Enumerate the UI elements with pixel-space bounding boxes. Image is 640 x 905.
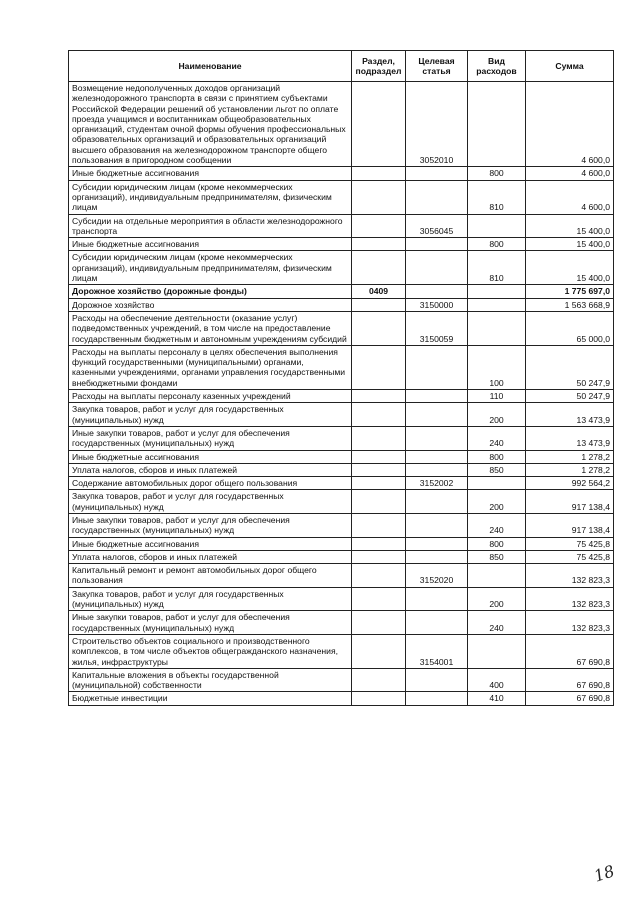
cell-sum: 67 690,8	[526, 668, 614, 692]
cell-name: Расходы на обеспечение деятельности (оказание услуг) подведомственных учреждений, в том числе на предоставление государственным бюджетным и автономным учреждениям субсидий	[69, 311, 352, 345]
cell-target: 3152020	[406, 564, 468, 588]
cell-name: Закупка товаров, работ и услуг для государственных (муниципальных) нужд	[69, 403, 352, 427]
page-number: 18	[591, 861, 617, 886]
cell-name: Расходы на выплаты персоналу в целях обеспечения выполнения функций государственными (муниципальными) органами, казенными учреждениями, органами управления государственными внебюджетными фондами	[69, 345, 352, 389]
cell-target: 3052010	[406, 82, 468, 167]
cell-section	[352, 477, 406, 490]
header-target: Целевая статья	[406, 51, 468, 82]
cell-name: Иные бюджетные ассигнования	[69, 238, 352, 251]
cell-name: Закупка товаров, работ и услуг для государственных (муниципальных) нужд	[69, 490, 352, 514]
cell-section	[352, 668, 406, 692]
cell-type: 240	[468, 611, 526, 635]
table-row	[69, 214, 614, 238]
cell-type: 800	[468, 167, 526, 180]
cell-section	[352, 513, 406, 537]
cell-sum: 4 600,0	[526, 82, 614, 167]
cell-target: 3150000	[406, 298, 468, 311]
cell-type	[468, 298, 526, 311]
table-row	[69, 634, 614, 668]
table-row	[69, 180, 614, 214]
cell-section	[352, 214, 406, 238]
cell-section	[352, 450, 406, 463]
cell-sum: 15 400,0	[526, 214, 614, 238]
cell-name: Закупка товаров, работ и услуг для государственных (муниципальных) нужд	[69, 587, 352, 611]
cell-target	[406, 490, 468, 514]
cell-target	[406, 611, 468, 635]
cell-target	[406, 251, 468, 285]
cell-sum: 917 138,4	[526, 490, 614, 514]
budget-table	[68, 50, 614, 706]
table-row	[69, 477, 614, 490]
cell-section	[352, 537, 406, 550]
cell-target	[406, 668, 468, 692]
cell-type: 810	[468, 251, 526, 285]
cell-target	[406, 285, 468, 298]
cell-type: 110	[468, 390, 526, 403]
cell-sum: 1 563 668,9	[526, 298, 614, 311]
header-name: Наименование	[69, 51, 352, 82]
table-row	[69, 426, 614, 450]
cell-section	[352, 634, 406, 668]
table-row	[69, 167, 614, 180]
cell-name: Уплата налогов, сборов и иных платежей	[69, 463, 352, 476]
table-header-row	[69, 51, 614, 82]
cell-name: Бюджетные инвестиции	[69, 692, 352, 705]
cell-sum: 75 425,8	[526, 537, 614, 550]
cell-type: 850	[468, 463, 526, 476]
cell-name: Строительство объектов социального и производственного комплексов, в том числе объектов общегражданского назначения, жилья, инфраструктуры	[69, 634, 352, 668]
cell-name: Содержание автомобильных дорог общего пользования	[69, 477, 352, 490]
cell-target	[406, 403, 468, 427]
cell-section	[352, 587, 406, 611]
cell-sum: 13 473,9	[526, 403, 614, 427]
cell-sum: 992 564,2	[526, 477, 614, 490]
table-row	[69, 463, 614, 476]
cell-sum: 67 690,8	[526, 692, 614, 705]
cell-sum: 50 247,9	[526, 345, 614, 389]
cell-type: 100	[468, 345, 526, 389]
cell-section	[352, 251, 406, 285]
cell-name: Капитальные вложения в объекты государственной (муниципальной) собственности	[69, 668, 352, 692]
cell-type	[468, 285, 526, 298]
cell-sum: 4 600,0	[526, 180, 614, 214]
cell-type: 200	[468, 587, 526, 611]
cell-section	[352, 390, 406, 403]
cell-type	[468, 311, 526, 345]
table-row	[69, 537, 614, 550]
cell-section	[352, 180, 406, 214]
table-row	[69, 513, 614, 537]
cell-type: 800	[468, 537, 526, 550]
cell-sum: 65 000,0	[526, 311, 614, 345]
cell-name: Иные закупки товаров, работ и услуг для обеспечения государственных (муниципальных) нужд	[69, 611, 352, 635]
budget-table-sheet	[68, 50, 613, 706]
cell-target	[406, 238, 468, 251]
cell-type: 400	[468, 668, 526, 692]
table-row	[69, 285, 614, 298]
cell-name: Иные бюджетные ассигнования	[69, 537, 352, 550]
cell-type: 200	[468, 403, 526, 427]
cell-sum: 15 400,0	[526, 251, 614, 285]
cell-section	[352, 298, 406, 311]
table-row	[69, 82, 614, 167]
table-row	[69, 490, 614, 514]
cell-type: 240	[468, 513, 526, 537]
table-row	[69, 390, 614, 403]
cell-sum: 1 775 697,0	[526, 285, 614, 298]
table-row	[69, 311, 614, 345]
cell-target	[406, 550, 468, 563]
cell-section	[352, 692, 406, 705]
table-row	[69, 403, 614, 427]
cell-target: 3150059	[406, 311, 468, 345]
cell-type: 800	[468, 238, 526, 251]
cell-type	[468, 82, 526, 167]
cell-name: Иные закупки товаров, работ и услуг для обеспечения государственных (муниципальных) нужд	[69, 426, 352, 450]
cell-name: Субсидии на отдельные мероприятия в области железнодорожного транспорта	[69, 214, 352, 238]
cell-target	[406, 345, 468, 389]
cell-sum: 4 600,0	[526, 167, 614, 180]
cell-target	[406, 450, 468, 463]
table-row	[69, 251, 614, 285]
cell-type: 810	[468, 180, 526, 214]
table-row	[69, 668, 614, 692]
cell-type: 410	[468, 692, 526, 705]
cell-sum: 1 278,2	[526, 450, 614, 463]
cell-section	[352, 238, 406, 251]
cell-target	[406, 692, 468, 705]
cell-sum: 75 425,8	[526, 550, 614, 563]
table-row	[69, 550, 614, 563]
cell-section	[352, 311, 406, 345]
cell-sum: 13 473,9	[526, 426, 614, 450]
table-row	[69, 587, 614, 611]
cell-target	[406, 587, 468, 611]
cell-sum: 132 823,3	[526, 611, 614, 635]
cell-sum: 132 823,3	[526, 587, 614, 611]
cell-section	[352, 611, 406, 635]
cell-target: 3154001	[406, 634, 468, 668]
cell-name: Субсидии юридическим лицам (кроме некоммерческих организаций), индивидуальным предпринимателям, физическим лицам	[69, 180, 352, 214]
cell-target	[406, 180, 468, 214]
cell-name: Дорожное хозяйство	[69, 298, 352, 311]
cell-name: Субсидии юридическим лицам (кроме некоммерческих организаций), индивидуальным предпринимателям, физическим лицам	[69, 251, 352, 285]
cell-name: Уплата налогов, сборов и иных платежей	[69, 550, 352, 563]
cell-type	[468, 634, 526, 668]
cell-sum: 132 823,3	[526, 564, 614, 588]
cell-section	[352, 564, 406, 588]
cell-type: 240	[468, 426, 526, 450]
cell-section	[352, 403, 406, 427]
cell-section	[352, 82, 406, 167]
cell-target	[406, 537, 468, 550]
table-row	[69, 238, 614, 251]
cell-target: 3056045	[406, 214, 468, 238]
header-type: Вид расходов	[468, 51, 526, 82]
cell-name: Капитальный ремонт и ремонт автомобильных дорог общего пользования	[69, 564, 352, 588]
cell-sum: 917 138,4	[526, 513, 614, 537]
cell-type: 800	[468, 450, 526, 463]
cell-type	[468, 564, 526, 588]
cell-type	[468, 477, 526, 490]
table-row	[69, 692, 614, 705]
cell-target	[406, 426, 468, 450]
cell-section	[352, 345, 406, 389]
cell-target	[406, 463, 468, 476]
cell-target	[406, 390, 468, 403]
cell-name: Иные закупки товаров, работ и услуг для обеспечения государственных (муниципальных) нужд	[69, 513, 352, 537]
cell-name: Дорожное хозяйство (дорожные фонды)	[69, 285, 352, 298]
cell-name: Возмещение недополученных доходов организаций железнодорожного транспорта в связи с принятием субъектами Российской Федерации решений об установлении льгот по оплате проезда учащимся и воспитанникам общеобразовательных организаций, студентам очной формы обучения профессиональных образовательных организаций и образовательных организаций высшего образования на железнодорожном транспорте общего пользования в пригородном сообщении	[69, 82, 352, 167]
cell-name: Иные бюджетные ассигнования	[69, 167, 352, 180]
cell-type: 850	[468, 550, 526, 563]
cell-section	[352, 550, 406, 563]
cell-sum: 50 247,9	[526, 390, 614, 403]
cell-sum: 67 690,8	[526, 634, 614, 668]
cell-type: 200	[468, 490, 526, 514]
cell-name: Расходы на выплаты персоналу казенных учреждений	[69, 390, 352, 403]
cell-target: 3152002	[406, 477, 468, 490]
table-row	[69, 298, 614, 311]
cell-sum: 1 278,2	[526, 463, 614, 476]
cell-section	[352, 490, 406, 514]
cell-section	[352, 167, 406, 180]
cell-section	[352, 426, 406, 450]
cell-type	[468, 214, 526, 238]
table-row	[69, 564, 614, 588]
table-row	[69, 450, 614, 463]
cell-section	[352, 463, 406, 476]
header-sum: Сумма	[526, 51, 614, 82]
cell-sum: 15 400,0	[526, 238, 614, 251]
table-row	[69, 345, 614, 389]
cell-name: Иные бюджетные ассигнования	[69, 450, 352, 463]
header-section: Раздел, подраздел	[352, 51, 406, 82]
cell-section: 0409	[352, 285, 406, 298]
cell-target	[406, 513, 468, 537]
table-row	[69, 611, 614, 635]
cell-target	[406, 167, 468, 180]
